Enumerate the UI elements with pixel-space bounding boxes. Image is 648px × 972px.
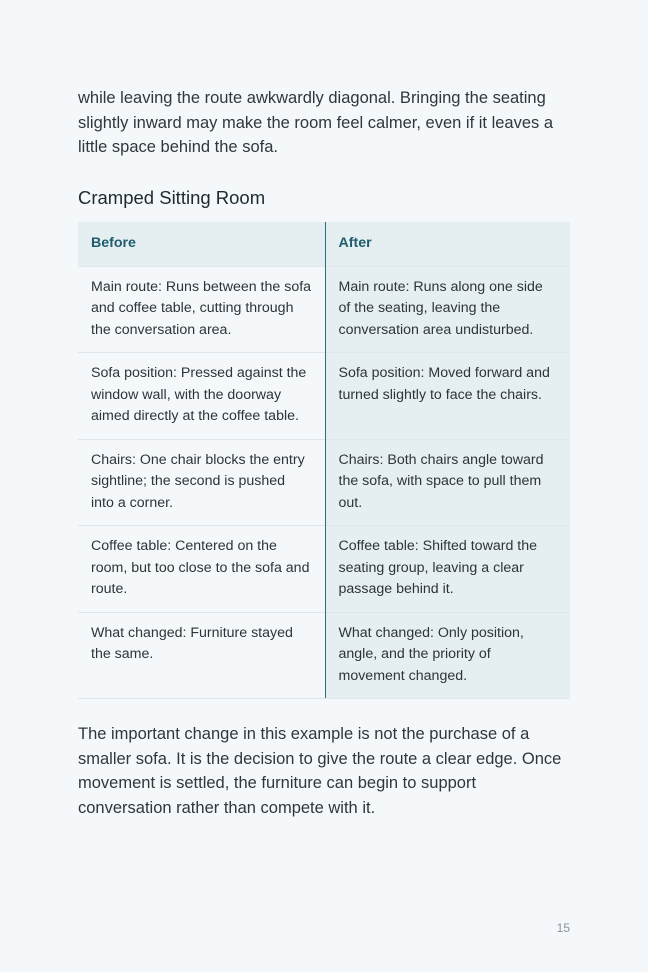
page-number: 15	[556, 921, 570, 935]
table-row	[78, 266, 570, 353]
cell-after-what-changed: What changed: Only position, angle, and the priority of movement changed.	[325, 612, 570, 699]
cell-after-chairs: Chairs: Both chairs angle toward the sofa, with space to pull them out.	[325, 439, 570, 526]
cell-before-coffee-table: Coffee table: Centered on the room, but too close to the sofa and route.	[78, 526, 325, 613]
header-after: After	[325, 222, 570, 267]
cell-after-coffee-table: Coffee table: Shifted toward the seating group, leaving a clear passage behind it.	[325, 526, 570, 613]
cell-before-sofa-position: Sofa position: Pressed against the window wall, with the doorway aimed directly at the coffee table.	[78, 353, 325, 440]
cell-before-chairs: Chairs: One chair blocks the entry sightline; the second is pushed into a corner.	[78, 439, 325, 526]
table-row	[78, 353, 570, 440]
table-header-row	[78, 222, 570, 267]
closing-paragraph: The important change in this example is not the purchase of a smaller sofa. It is the decision to give the route a clear edge. Once movement is settled, the furniture can begin to support conversation rather than compete with it.	[78, 725, 562, 817]
cell-before-what-changed: What changed: Furniture stayed the same.	[78, 612, 325, 699]
cell-before-main-route: Main route: Runs between the sofa and coffee table, cutting through the conversation area.	[78, 266, 325, 353]
comparison-table	[78, 222, 570, 700]
intro-paragraph: while leaving the route awkwardly diagonal. Bringing the seating slightly inward may make the room feel calmer, even if it leaves a little space behind the sofa.	[78, 89, 554, 156]
cell-after-main-route: Main route: Runs along one side of the seating, leaving the conversation area undisturbed.	[325, 266, 570, 353]
section-title: Cramped Sitting Room	[78, 186, 266, 208]
table-row	[78, 439, 570, 526]
header-before: Before	[78, 222, 325, 267]
table-row	[78, 612, 570, 699]
page-content	[78, 86, 570, 820]
table-row	[78, 526, 570, 613]
cell-after-sofa-position: Sofa position: Moved forward and turned slightly to face the chairs.	[325, 353, 570, 440]
